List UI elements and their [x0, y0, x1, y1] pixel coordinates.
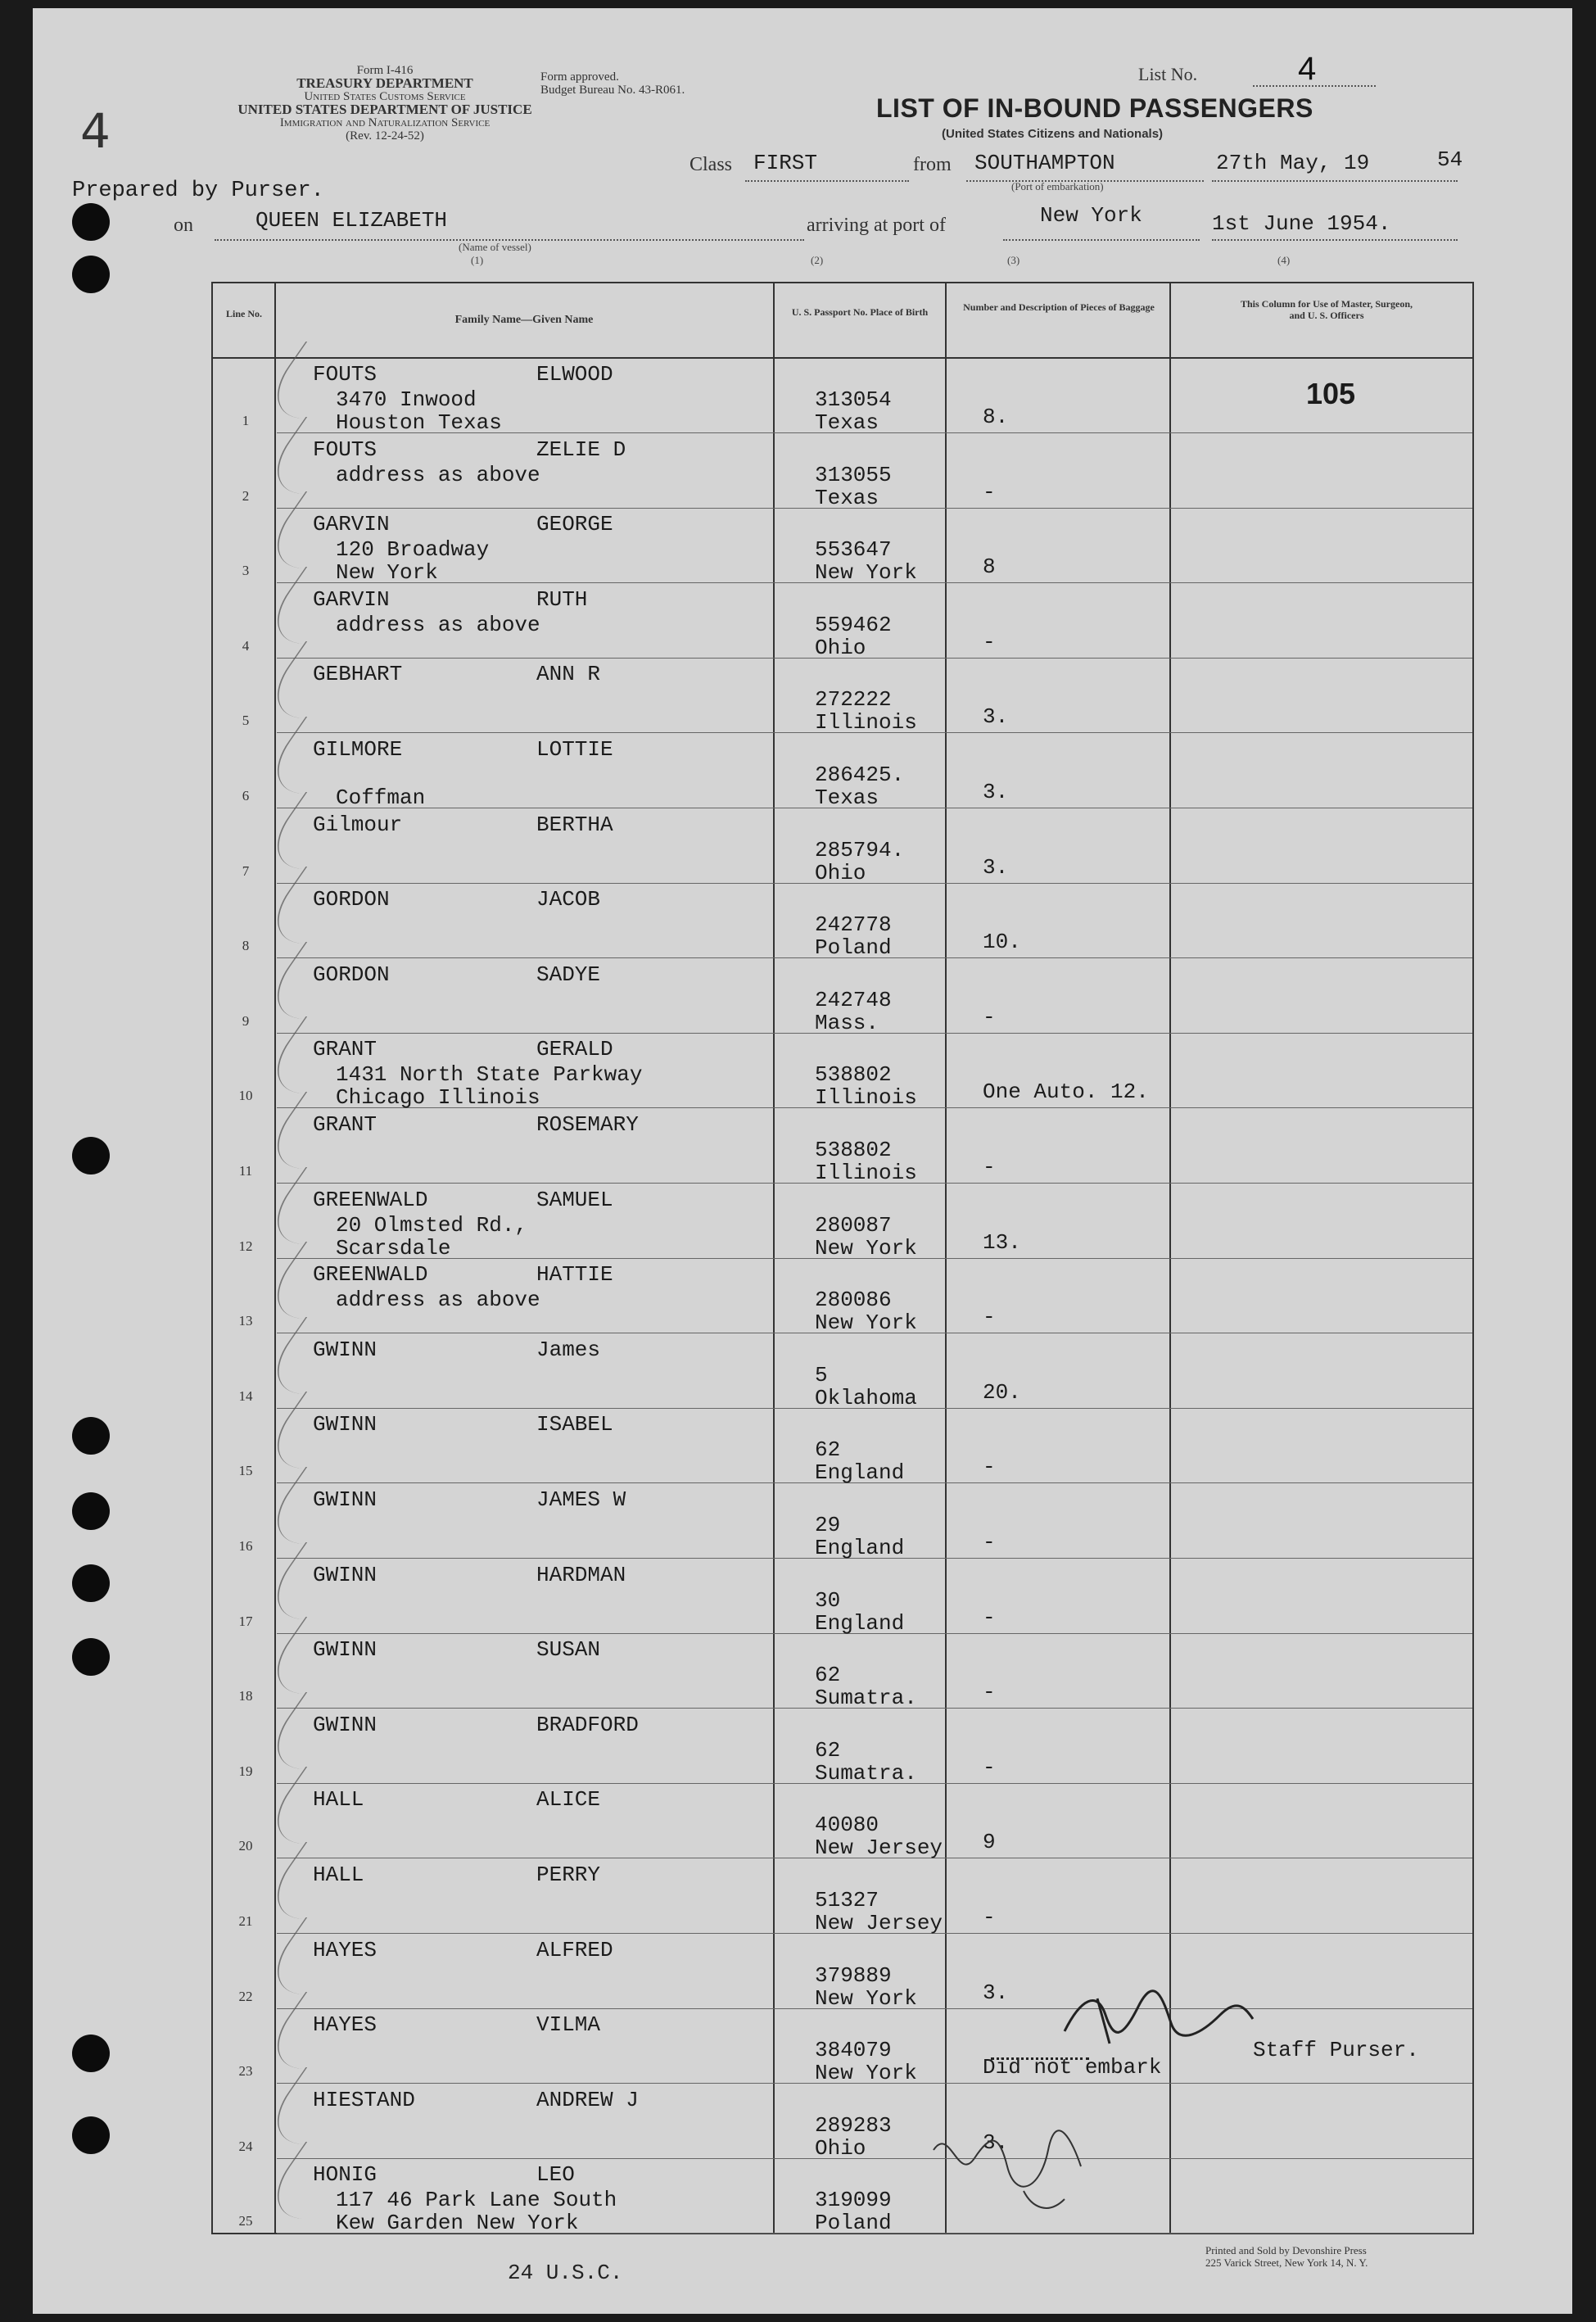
line-number: 10 [238, 1088, 253, 1104]
arrival-port-underline [1003, 239, 1200, 241]
line-number: 2 [242, 487, 250, 504]
given-name: ANN R [536, 662, 601, 687]
embarkation-port: SOUTHAMPTON [974, 151, 1115, 175]
address-line-2: Coffman [336, 785, 426, 810]
place-of-birth: Mass. [815, 1010, 879, 1035]
passport-number: 62 [815, 1663, 841, 1688]
line-number: 24 [238, 2138, 253, 2154]
passport-number: 289283 [815, 2112, 892, 2138]
given-name: VILMA [536, 2012, 601, 2038]
line-number: 3 [242, 563, 250, 579]
passport-number: 538802 [815, 1062, 892, 1088]
place-of-birth: New York [815, 1235, 917, 1261]
place-of-birth: Ohio [815, 2135, 866, 2161]
line-number: 9 [242, 1012, 250, 1029]
place-of-birth: Poland [815, 2211, 892, 2236]
family-name: GEBHART [313, 662, 403, 687]
col-marker-3: (3) [1007, 254, 1020, 266]
arrival-date-underline [1212, 239, 1458, 241]
table-row [213, 1334, 1472, 1409]
line-number: 6 [242, 788, 250, 803]
from-label: from [913, 154, 952, 175]
given-name: JACOB [536, 887, 601, 912]
address-line-1: 117 46 Park Lane South [336, 2188, 617, 2213]
place-of-birth: New Jersey [815, 1835, 943, 1861]
address-line-2: New York [336, 560, 438, 586]
place-of-birth: Illinois [815, 1161, 917, 1185]
table-row [213, 359, 1472, 433]
family-name: GARVIN [313, 512, 390, 537]
given-name: ROSEMARY [536, 1112, 639, 1137]
given-name: BRADFORD [536, 1712, 639, 1737]
table-row [213, 1559, 1472, 1634]
baggage: 3. [983, 704, 1009, 730]
baggage: 13. [983, 1229, 1021, 1255]
passport-number: 553647 [815, 537, 892, 563]
baggage: - [983, 1605, 996, 1630]
family-name: GRANT [313, 1037, 378, 1062]
line-number: 25 [238, 2213, 253, 2229]
address-line-2: Houston Texas [336, 410, 502, 435]
vessel-caption: (Name of vessel) [459, 241, 531, 253]
document-title: LIST OF IN-BOUND PASSENGERS [876, 93, 1313, 123]
given-name: HATTIE [536, 1262, 613, 1288]
header-passport: U. S. Passport No. Place of Birth [791, 306, 929, 318]
table-header [213, 283, 1472, 359]
given-name: SADYE [536, 962, 601, 987]
departure-year: 54 [1437, 147, 1463, 172]
family-name: GWINN [313, 1712, 378, 1737]
place-of-birth: Texas [815, 485, 879, 510]
place-of-birth: England [815, 1536, 905, 1560]
line-number: 12 [238, 1238, 253, 1254]
port-embarkation-caption: (Port of embarkation) [1011, 180, 1104, 192]
place-of-birth: New York [815, 2061, 917, 2086]
departure-date: 27th May, 19 [1216, 151, 1370, 175]
passport-number: 379889 [815, 1962, 892, 1988]
baggage: 8. [983, 405, 1009, 429]
baggage: Did not embark [983, 2055, 1162, 2080]
address-line-1: 120 Broadway [336, 537, 490, 563]
line-number: 22 [238, 1988, 253, 2004]
passport-number: 559462 [815, 612, 892, 637]
passport-number: 30 [815, 1587, 841, 1613]
passport-number: 285794. [815, 837, 905, 862]
on-label: on [174, 215, 193, 236]
place-of-birth: Poland [815, 935, 892, 961]
given-name: PERRY [536, 1863, 601, 1887]
address-line-2: Kew Garden New York [336, 2211, 579, 2236]
baggage: 10. [983, 930, 1021, 955]
address-line-1: 3470 Inwood [336, 387, 477, 412]
table-row [213, 1634, 1472, 1709]
family-name: GREENWALD [313, 1187, 428, 1212]
passport-number: 62 [815, 1437, 841, 1463]
given-name: LOTTIE [536, 737, 613, 762]
baggage: - [983, 1305, 996, 1330]
place-of-birth: New York [815, 1310, 917, 1336]
baggage: - [983, 1905, 996, 1930]
table-row [213, 1109, 1472, 1184]
baggage: - [983, 629, 996, 654]
passport-number: 62 [815, 1737, 841, 1763]
handwritten-annotation [925, 2117, 1089, 2224]
family-name: HIESTAND [313, 2087, 415, 2112]
place-of-birth: Texas [815, 410, 879, 435]
list-number-value: 4 [1298, 51, 1317, 87]
printer-line-2: 225 Varick Street, New York 14, N. Y. [1205, 2256, 1368, 2269]
family-name: GRANT [313, 1112, 378, 1137]
line-number: 15 [238, 1463, 253, 1479]
header-officers: This Column for Use of Master, Surgeon, and U. S. Officers [1240, 298, 1413, 321]
passport-number: 538802 [815, 1138, 892, 1162]
baggage: - [983, 1004, 996, 1030]
passenger-table [211, 282, 1474, 2234]
table-row [213, 1409, 1472, 1486]
binder-hole [72, 1492, 110, 1530]
given-name: GEORGE [536, 512, 613, 537]
printer-line-1: Printed and Sold by Devonshire Press [1205, 2244, 1367, 2256]
footer-note: 24 U.S.C. [508, 2261, 623, 2285]
line-number: 7 [242, 862, 250, 879]
table-row [213, 1784, 1472, 1861]
passport-number: 51327 [815, 1888, 879, 1912]
binder-hole [72, 2116, 110, 2154]
line-number: 19 [238, 1763, 253, 1779]
officer-stamp: 105 [1306, 377, 1356, 410]
address-line-1: 20 Olmsted Rd., [336, 1212, 528, 1238]
address-line-1: address as above [336, 462, 540, 487]
place-of-birth: New Jersey [815, 1911, 943, 1935]
vessel-name: QUEEN ELIZABETH [255, 208, 448, 233]
passport-number: 313054 [815, 387, 892, 412]
given-name: ISABEL [536, 1412, 613, 1437]
col-marker-4: (4) [1277, 254, 1291, 266]
baggage: 3. [983, 780, 1009, 804]
binder-hole [72, 2035, 110, 2072]
given-name: ZELIE D [536, 437, 626, 462]
line-number: 21 [238, 1913, 253, 1929]
passport-number: 280087 [815, 1212, 892, 1238]
line-number: 4 [242, 637, 250, 654]
table-row [213, 1034, 1472, 1111]
line-number: 11 [238, 1163, 253, 1179]
place-of-birth: New York [815, 1985, 917, 2011]
given-name: BERTHA [536, 812, 613, 837]
table-row [213, 1709, 1472, 1784]
header-baggage: Number and Description of Pieces of Baggage [963, 301, 1155, 313]
document-subtitle: (United States Citizens and Nationals) [942, 127, 1164, 141]
baggage: 20. [983, 1379, 1021, 1405]
family-name: HAYES [313, 1937, 378, 1962]
line-number: 1 [242, 413, 250, 428]
form-number: Form I-416 [356, 64, 414, 77]
binder-hole [72, 1417, 110, 1455]
header-line-no: Line No. [225, 308, 262, 319]
arriving-label: arriving at port of [807, 215, 946, 236]
place-of-birth: Texas [815, 785, 879, 810]
baggage: - [983, 1680, 996, 1705]
class-label: Class [689, 154, 733, 175]
baggage: 3. [983, 854, 1009, 880]
family-name: GORDON [313, 962, 390, 987]
class-value: FIRST [753, 151, 818, 175]
table-row [213, 734, 1472, 808]
passport-number: 313055 [815, 462, 892, 487]
baggage: - [983, 1455, 996, 1480]
col-marker-2: (2) [811, 254, 824, 266]
binder-hole [72, 1638, 110, 1676]
family-name: GWINN [313, 1337, 378, 1362]
table-row [213, 884, 1472, 961]
passport-number: 5 [815, 1362, 828, 1387]
budget-bureau-text: Budget Bureau No. 43-R061. [540, 84, 685, 97]
table-row [213, 959, 1472, 1034]
place-of-birth: Illinois [815, 710, 917, 736]
table-row [213, 1259, 1472, 1336]
table-row [213, 1484, 1472, 1559]
table-row [213, 2084, 1472, 2159]
document-page [33, 8, 1572, 2314]
baggage: 3. [983, 1980, 1009, 2005]
form-approved-text: Form approved. [540, 70, 619, 84]
place-of-birth: Ohio [815, 635, 866, 660]
table-row [213, 1935, 1472, 2009]
binder-hole [72, 256, 110, 293]
given-name: RUTH [536, 586, 588, 612]
department-of-justice: UNITED STATES DEPARTMENT OF JUSTICE [237, 102, 532, 117]
family-name: HALL [313, 1863, 364, 1887]
line-number: 14 [238, 1387, 253, 1404]
line-number: 16 [238, 1538, 253, 1554]
line-number: 13 [238, 1313, 253, 1329]
binder-hole [72, 1564, 110, 1602]
prepared-by: Prepared by Purser. [72, 179, 324, 203]
treasury-department: TREASURY DEPARTMENT [296, 75, 473, 91]
given-name: HARDMAN [536, 1562, 626, 1587]
passport-number: 280086 [815, 1288, 892, 1313]
family-name: FOUTS [313, 362, 378, 387]
given-name: ELWOOD [536, 362, 613, 387]
place-of-birth: England [815, 1610, 905, 1636]
purser-signature [1048, 1982, 1261, 2056]
baggage: - [983, 1155, 996, 1179]
family-name: HONIG [313, 2162, 378, 2188]
baggage: - [983, 1754, 996, 1780]
list-number-line [1253, 85, 1376, 87]
family-name: GWINN [313, 1562, 378, 1587]
line-number: 8 [242, 938, 250, 954]
table-row [213, 1859, 1472, 1934]
list-number-label: List No. [1138, 64, 1198, 84]
family-name: GILMORE [313, 737, 403, 762]
table-row [213, 434, 1472, 509]
table-row [213, 809, 1472, 884]
family-name: GWINN [313, 1412, 378, 1437]
customs-service: United States Customs Service [304, 90, 466, 103]
given-name: GERALD [536, 1037, 613, 1062]
binder-hole [72, 1137, 110, 1175]
family-name: FOUTS [313, 437, 378, 462]
place-of-birth: Oklahoma [815, 1385, 917, 1410]
baggage: 9 [983, 1830, 996, 1855]
col-marker-1: (1) [471, 254, 484, 266]
line-number: 20 [238, 1838, 253, 1854]
family-name: HAYES [313, 2012, 378, 2038]
place-of-birth: Sumatra. [815, 1686, 917, 1711]
margin-handwritten-number: 4 [80, 103, 111, 159]
passport-number: 272222 [815, 687, 892, 713]
form-approval [540, 70, 685, 97]
staff-purser-label: Staff Purser. [1253, 2038, 1419, 2062]
place-of-birth: Illinois [815, 1085, 917, 1111]
place-of-birth: England [815, 1460, 905, 1486]
given-name: LEO [536, 2162, 575, 2188]
baggage: 8 [983, 554, 996, 580]
passport-number: 29 [815, 1513, 841, 1537]
table-row [213, 659, 1472, 736]
address-line-1: address as above [336, 612, 540, 637]
given-name: ANDREW J [536, 2087, 639, 2112]
arrival-port: New York [1040, 203, 1142, 228]
family-name: GWINN [313, 1487, 378, 1512]
address-line-2: Scarsdale [336, 1235, 451, 1261]
table-row [213, 584, 1472, 659]
signature-leader [991, 2057, 1089, 2060]
header-family-name: Family Name—Given Name [454, 314, 594, 326]
binder-hole [72, 203, 110, 241]
baggage: 3. [983, 2130, 1009, 2155]
family-name: Gilmour [313, 812, 403, 837]
family-name: HALL [313, 1787, 364, 1813]
place-of-birth: New York [815, 560, 917, 586]
given-name: JAMES W [536, 1487, 626, 1512]
printer-imprint [1205, 2244, 1368, 2269]
table-row [213, 509, 1472, 586]
ins-service: Immigration and Naturalization Service [279, 116, 491, 129]
family-name: GWINN [313, 1637, 378, 1663]
passport-number: 40080 [815, 1813, 879, 1838]
passport-number: 286425. [815, 763, 905, 787]
family-name: GORDON [313, 887, 390, 912]
form-identification [172, 64, 598, 143]
given-name: SUSAN [536, 1637, 601, 1663]
revision: (Rev. 12-24-52) [346, 129, 424, 143]
arrival-date: 1st June 1954. [1212, 211, 1391, 236]
baggage: - [983, 479, 996, 505]
passport-number: 384079 [815, 2038, 892, 2063]
date-underline [1212, 180, 1458, 182]
passport-number: 242748 [815, 987, 892, 1012]
line-number: 23 [238, 2063, 253, 2080]
line-number: 18 [238, 1688, 253, 1704]
line-number: 17 [238, 1613, 253, 1629]
passport-number: 319099 [815, 2188, 892, 2213]
given-name: James [536, 1337, 601, 1362]
passport-number: 242778 [815, 912, 892, 938]
address-line-2: Chicago Illinois [336, 1085, 540, 1111]
list-number [1138, 51, 1317, 87]
given-name: SAMUEL [536, 1187, 613, 1212]
given-name: ALICE [536, 1787, 601, 1813]
address-line-1: address as above [336, 1288, 540, 1313]
line-number: 5 [242, 713, 250, 729]
place-of-birth: Sumatra. [815, 1760, 917, 1786]
baggage: One Auto. 12. [983, 1080, 1149, 1105]
given-name: ALFRED [536, 1937, 613, 1962]
table-row [213, 2159, 1472, 2234]
class-underline [745, 180, 909, 182]
place-of-birth: Ohio [815, 860, 866, 885]
baggage: - [983, 1530, 996, 1555]
table-row [213, 1184, 1472, 1259]
family-name: GARVIN [313, 586, 390, 612]
family-name: GREENWALD [313, 1262, 428, 1288]
address-line-1: 1431 North State Parkway [336, 1062, 643, 1088]
